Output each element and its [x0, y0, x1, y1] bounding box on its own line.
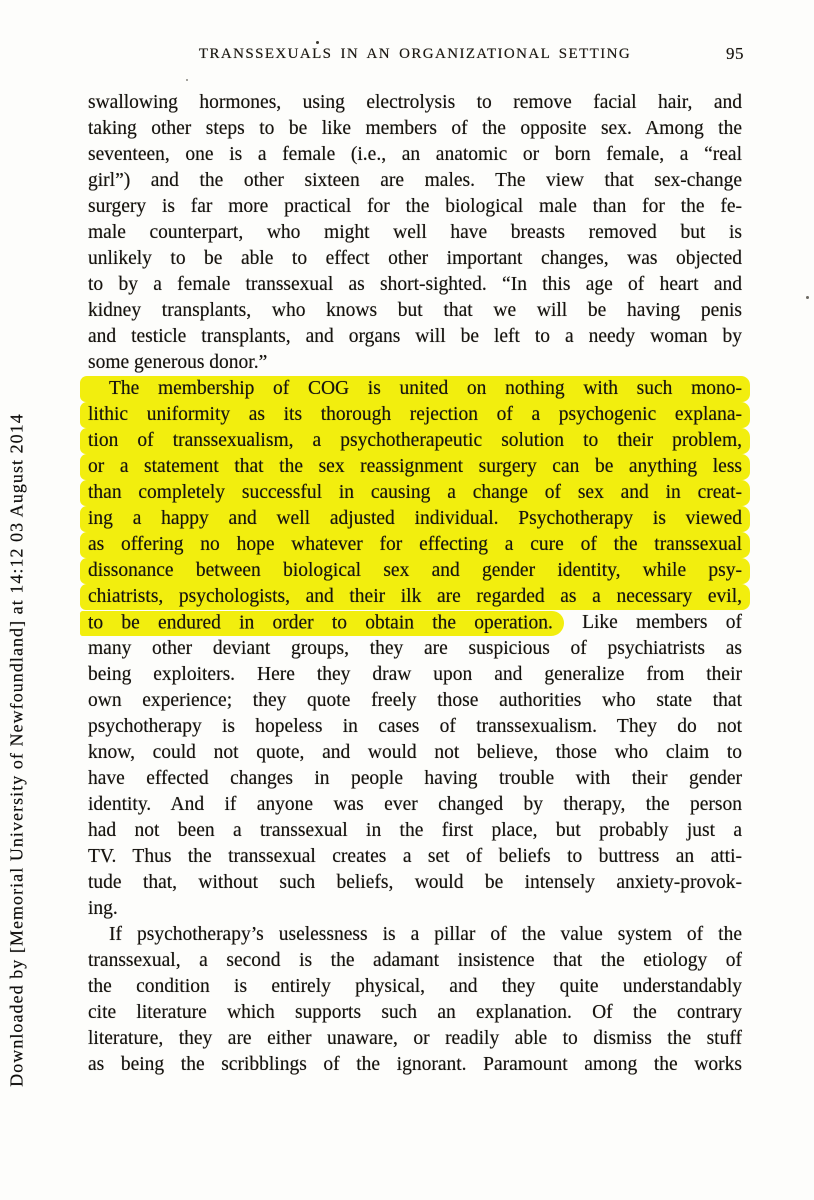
download-watermark: Downloaded by [Memorial University of Newfoundland] at 14:12 03 August 2014 — [6, 413, 27, 1087]
text-line: swallowing hormones, using electrolysis to remove facial hair, and — [88, 92, 742, 113]
text-line: transsexual, a second is the adamant insistence that the etiology of — [88, 950, 742, 971]
text-line: girl”) and the other sixteen are males. The view that sex-change — [88, 170, 742, 191]
text-line: kidney transplants, who knows but that we will be having penis — [88, 300, 742, 321]
scan-speck — [186, 79, 188, 81]
scan-speck — [316, 41, 319, 44]
text-line: male counterpart, who might well have breasts removed but is — [88, 222, 742, 243]
text-line: many other deviant groups, they are suspicious of psychiatrists as — [88, 638, 742, 659]
text-line: as being the scribblings of the ignorant. Paramount among the works — [88, 1054, 742, 1075]
text-line: have effected changes in people having trouble with their gender — [88, 768, 742, 789]
text-line: being exploiters. Here they draw upon and generalize from their — [88, 664, 742, 685]
text-line: The membership of COG is united on nothing with such mono- — [80, 376, 750, 402]
text-line: had not been a transsexual in the first place, but probably just a — [88, 820, 742, 841]
text-line: seventeen, one is a female (i.e., an anatomic or born female, a “real — [88, 144, 742, 165]
text-line: and testicle transplants, and organs will be left to a needy woman by — [88, 326, 742, 347]
text-line: tude that, without such beliefs, would be intensely anxiety-provok- — [88, 872, 742, 893]
text-line: unlikely to be able to effect other important changes, was objected — [88, 248, 742, 269]
page-number: 95 — [726, 44, 744, 63]
text-line — [88, 610, 742, 636]
paragraph — [88, 922, 742, 1078]
paragraph — [88, 376, 742, 922]
text-line: as offering no hope whatever for effecting a cure of the transsexual — [80, 532, 750, 558]
text-line: ing a happy and well adjusted individual. Psychotherapy is viewed — [80, 506, 750, 532]
text-line: If psychotherapy’s uselessness is a pillar of the value system of the — [109, 924, 742, 945]
text-line: psychotherapy is hopeless in cases of transsexualism. They do not — [88, 716, 742, 737]
text-line: TV. Thus the transsexual creates a set of beliefs to buttress an atti- — [88, 846, 742, 867]
text-line: to by a female transsexual as short-sighted. “In this age of heart and — [88, 274, 742, 295]
text-line: ing. — [88, 898, 118, 919]
text-line: surgery is far more practical for the biological male than for the fe- — [88, 196, 742, 217]
text-line: tion of transsexualism, a psychotherapeutic solution to their problem, — [80, 428, 750, 454]
page-header — [88, 46, 742, 63]
running-title: TRANSSEXUALS IN AN ORGANIZATIONAL SETTING — [198, 46, 632, 62]
text-line: the condition is entirely physical, and they quite understandably — [88, 976, 742, 997]
text-line: literature, they are either unaware, or readily able to dismiss the stuff — [88, 1028, 742, 1049]
text-line: taking other steps to be like members of the opposite sex. Among the — [88, 118, 742, 139]
text-line: lithic uniformity as its thorough rejection of a psychogenic explana- — [80, 402, 750, 428]
plain-text: Like members of — [563, 612, 742, 633]
text-line: dissonance between biological sex and gender identity, while psy- — [80, 558, 750, 584]
highlighted-text: to be endured in order to obtain the operation. — [80, 611, 564, 636]
text-line: identity. And if anyone was ever changed by therapy, the person — [88, 794, 742, 815]
paragraph — [88, 90, 742, 376]
text-line: know, could not quote, and would not believe, those who claim to — [88, 742, 742, 763]
text-line: than completely successful in causing a change of sex and in creat- — [80, 480, 750, 506]
text-line: or a statement that the sex reassignment surgery can be anything less — [80, 454, 750, 480]
text-line: some generous donor.” — [88, 352, 268, 373]
page-body — [88, 90, 742, 1078]
text-line: cite literature which supports such an explanation. Of the contrary — [88, 1002, 742, 1023]
text-line: chiatrists, psychologists, and their ilk are regarded as a necessary evil, — [80, 584, 750, 610]
scan-speck — [806, 296, 809, 299]
text-line: own experience; they quote freely those authorities who state that — [88, 690, 742, 711]
